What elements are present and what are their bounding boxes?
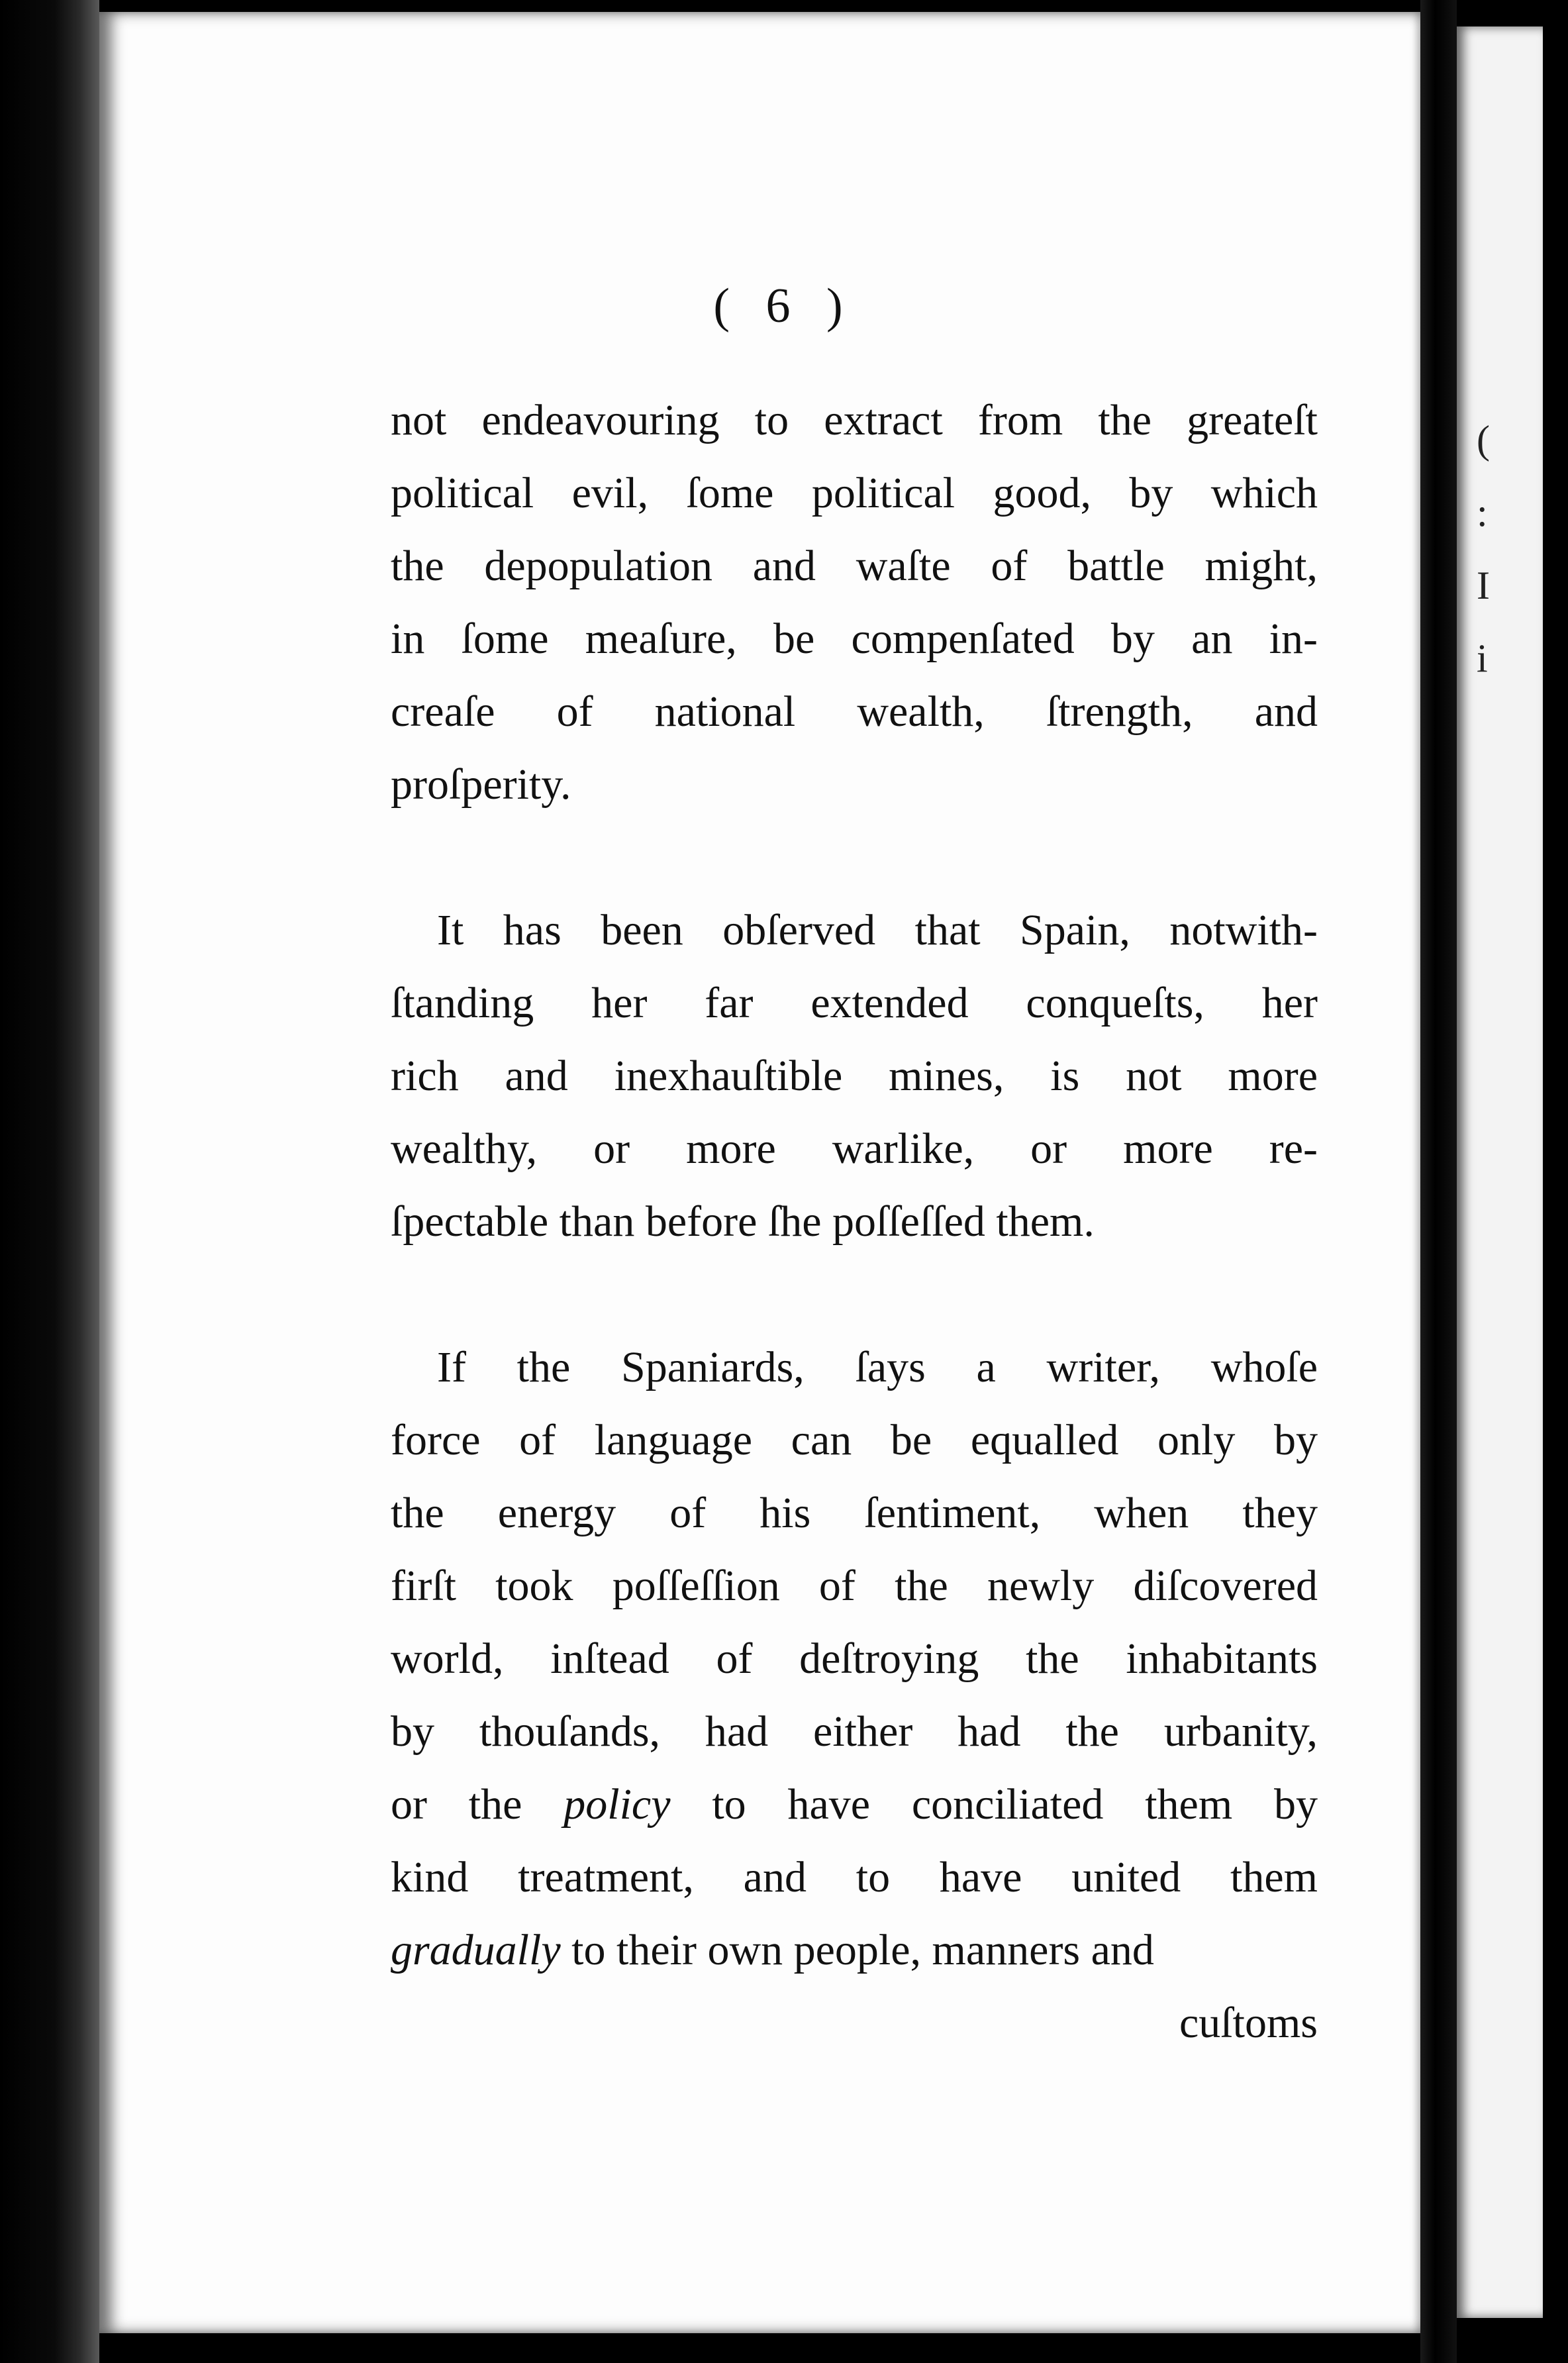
text-segment: ſtanding her far extended conqueſts, her: [391, 979, 1318, 1027]
text-line: [391, 748, 1318, 821]
text-line: [391, 1550, 1318, 1623]
text-line: [391, 1185, 1318, 1258]
italic-text: policy: [564, 1780, 671, 1829]
text-line: [391, 1040, 1318, 1113]
text-segment: political evil, ſome political good, by which: [391, 469, 1318, 517]
facing-mark: I: [1477, 564, 1490, 607]
page-number: ( 6 ): [713, 279, 855, 333]
text-line: [391, 676, 1318, 748]
text-line: [391, 603, 1318, 676]
text-line: [391, 1914, 1318, 1987]
text-segment: by thouſands, had either had the urbanity,: [391, 1707, 1318, 1756]
gutter: [1420, 0, 1457, 2363]
text-line: [391, 1695, 1318, 1768]
text-line: [391, 967, 1318, 1040]
text-segment: kind treatment, and to have united them: [391, 1853, 1318, 1901]
text-segment: world, inſtead of deſtroying the inhabitants: [391, 1634, 1318, 1683]
text-segment: It has been obſerved that Spain, notwith-: [437, 906, 1318, 954]
text-line: [391, 457, 1318, 530]
text-segment: If the Spaniards, ſays a writer, whoſe: [437, 1343, 1318, 1391]
facing-mark: i: [1477, 636, 1488, 680]
text-segment: ſpectable than before ſhe poſſeſſed them.: [391, 1197, 1095, 1246]
text-segment: creaſe of national wealth, ſtrength, and: [391, 687, 1318, 736]
italic-text: gradually: [391, 1926, 561, 1974]
text-segment: to their own people, manners and: [560, 1926, 1154, 1974]
text-segment: force of language can be equalled only by: [391, 1416, 1318, 1464]
text-line: [391, 1477, 1318, 1550]
text-segment: in ſome meaſure, be compenſated by an in-: [391, 615, 1318, 663]
facing-mark: :: [1477, 491, 1488, 534]
text-line: [391, 894, 1318, 967]
text-segment: rich and inexhauſtible mines, is not more: [391, 1052, 1318, 1100]
text-segment: the depopulation and waſte of battle might,: [391, 542, 1318, 590]
text-line: [391, 1404, 1318, 1477]
text-segment: wealthy, or more warlike, or more re-: [391, 1125, 1318, 1173]
text-segment: not endeavouring to extract from the greateſt: [391, 396, 1318, 444]
body-text: [391, 384, 1318, 2133]
text-line: [391, 384, 1318, 457]
text-line: [391, 1841, 1318, 1914]
facing-page-edge: [1457, 26, 1543, 2318]
text-line: [391, 1768, 1318, 1841]
right-edge: [1543, 0, 1568, 2363]
text-segment: firſt took poſſeſſion of the newly diſcovered: [391, 1562, 1318, 1610]
text-segment: to have conciliated them by: [670, 1780, 1318, 1829]
text-line: [391, 1331, 1318, 1404]
binding-shadow: [0, 0, 99, 2363]
paragraph: [391, 384, 1318, 821]
text-line: [391, 530, 1318, 603]
paragraph: [391, 1331, 1318, 2060]
text-line: [391, 1623, 1318, 1695]
text-line: [391, 1113, 1318, 1185]
text-segment: the energy of his ſentiment, when they: [391, 1489, 1318, 1537]
paragraph: [391, 894, 1318, 1258]
catchword: cuſtoms: [1179, 1999, 1318, 2047]
facing-mark: (: [1477, 418, 1490, 462]
text-segment: proſperity.: [391, 760, 571, 809]
text-segment: or the: [391, 1780, 564, 1829]
